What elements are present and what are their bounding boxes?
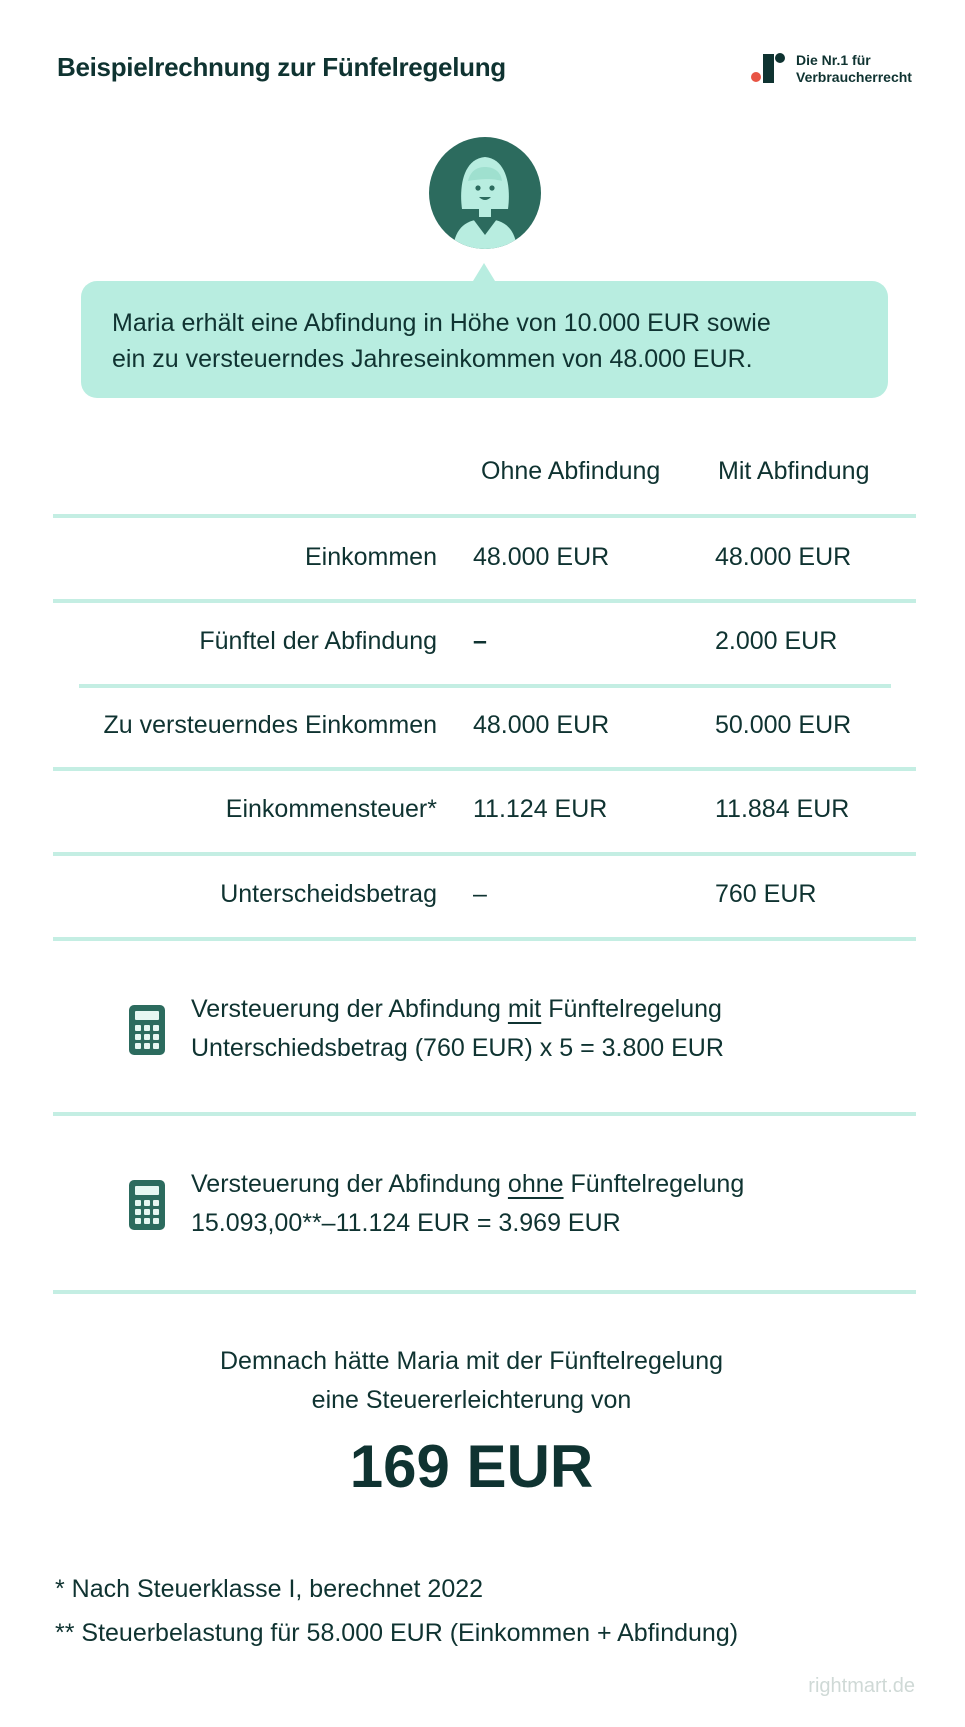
note-mit-line1-post: Fünftelregelung [541, 995, 722, 1023]
summary-line1: Demnach hätte Maria mit der Fünftelregelung [219, 1347, 724, 1375]
calculator-icon [129, 1005, 165, 1055]
page-title: Beispielrechnung zur Fünfelregelung [57, 52, 506, 82]
table-divider [53, 937, 916, 941]
note-ohne-line1-pre: Versteuerung der Abfindung [191, 1170, 508, 1198]
row-label-unterscheidsbetrag: Unterscheidsbetrag [220, 880, 437, 908]
column-header-mit: Mit Abfindung [718, 457, 870, 485]
summary-text [0, 1342, 943, 1420]
row-label-einkommensteuer: Einkommensteuer* [225, 795, 437, 823]
footnote-2: ** Steuerbelastung für 58.000 EUR (Einkommen + Abfindung) [55, 1619, 739, 1647]
rightmart-logo-icon [749, 51, 789, 85]
logo-tagline [796, 52, 912, 86]
row-label-zu-versteuern: Zu versteuerndes Einkommen [103, 711, 437, 739]
table-divider [53, 514, 916, 518]
speech-bubble-line2: ein zu versteuerndes Jahreseinkommen von 48.000 EUR. [112, 345, 753, 373]
note-mit-underlined: mit [507, 995, 542, 1023]
cell-zu-versteuern-ohne: 48.000 EUR [473, 711, 610, 739]
cell-unterscheidsbetrag-ohne: – [473, 880, 487, 908]
woman-avatar-icon [429, 137, 541, 249]
row-label-einkommen: Einkommen [305, 543, 437, 571]
note-ohne-line1-post: Fünftelregelung [563, 1170, 745, 1198]
logo-tagline-line1: Die Nr.1 für [796, 52, 871, 68]
cell-zu-versteuern-mit: 50.000 EUR [715, 711, 852, 739]
section-divider [53, 1112, 916, 1116]
cell-einkommen-mit: 48.000 EUR [715, 543, 852, 571]
section-divider [53, 1290, 916, 1294]
calculator-icon [129, 1180, 165, 1230]
note-mit-fuenftelregelung [191, 990, 724, 1068]
logo-tagline-line2: Verbraucherrecht [796, 69, 912, 85]
cell-unterscheidsbetrag-mit: 760 EUR [715, 880, 817, 908]
cell-einkommensteuer-mit: 11.884 EUR [715, 795, 850, 823]
table-divider [53, 852, 916, 856]
cell-fuenftel-mit: 2.000 EUR [715, 627, 838, 655]
note-mit-line2: Unterschiedsbetrag (760 EUR) x 5 = 3.800 EUR [191, 1034, 724, 1062]
savings-amount: 169 EUR [349, 1433, 594, 1500]
table-divider [53, 767, 916, 771]
speech-bubble-text [112, 305, 872, 377]
cell-einkommen-ohne: 48.000 EUR [473, 543, 610, 571]
note-ohne-underlined: ohne [507, 1170, 564, 1198]
row-label-fuenftel: Fünftel der Abfindung [199, 627, 437, 655]
note-ohne-fuenftelregelung [191, 1165, 744, 1243]
speech-bubble [81, 281, 888, 398]
speech-bubble-line1: Maria erhält eine Abfindung in Höhe von 10.000 EUR sowie [112, 309, 771, 337]
speech-bubble-pointer [473, 263, 495, 281]
column-header-ohne: Ohne Abfindung [481, 457, 661, 485]
note-ohne-line1 [191, 1165, 744, 1204]
cell-fuenftel-ohne: – [473, 627, 487, 655]
cell-einkommensteuer-ohne: 11.124 EUR [473, 795, 608, 823]
table-divider [79, 684, 891, 688]
note-mit-line1 [191, 990, 724, 1029]
summary-line2: eine Steuererleichterung von [311, 1386, 632, 1414]
note-ohne-line2: 15.093,00**–11.124 EUR = 3.969 EUR [191, 1209, 621, 1237]
brand-watermark: rightmart.de [808, 1675, 915, 1697]
table-divider [53, 599, 916, 603]
note-mit-line1-pre: Versteuerung der Abfindung [191, 995, 508, 1023]
footnote-1: * Nach Steuerklasse I, berechnet 2022 [55, 1575, 484, 1603]
